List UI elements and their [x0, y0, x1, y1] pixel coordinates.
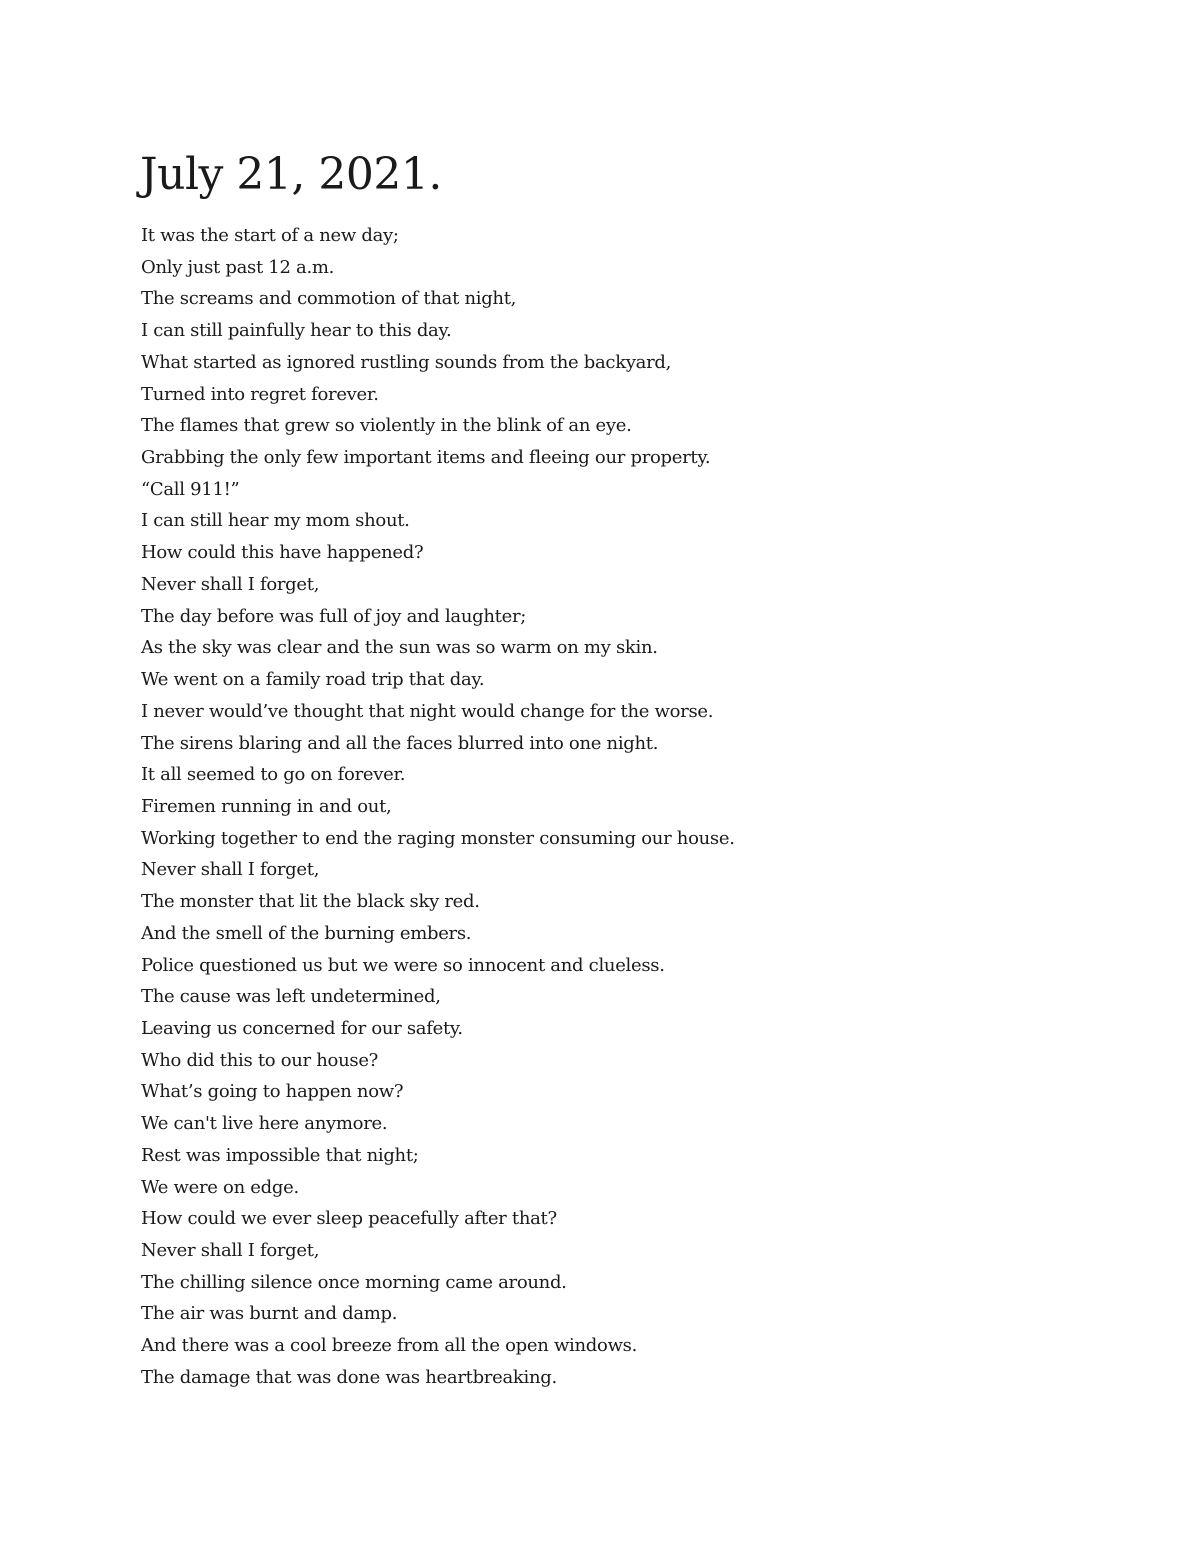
poem-line: Working together to end the raging monster consuming our house. — [141, 827, 735, 849]
poem-line: The sirens blaring and all the faces blurred into one night. — [141, 732, 659, 754]
poem-line: Never shall I forget, — [141, 1240, 320, 1261]
poem-line: And there was a cool breeze from all the open windows. — [141, 1335, 638, 1357]
poem-line: We can't live here anymore. — [141, 1113, 388, 1135]
poem-line: The cause was left undetermined, — [141, 986, 441, 1008]
poem-line: The flames that grew so violently in the blink of an eye. — [141, 415, 632, 437]
poem-title: July 21, 2021. — [140, 149, 442, 200]
poem-line: I never would’ve thought that night would change for the worse. — [141, 700, 714, 722]
poem-line: It all seemed to go on forever. — [141, 764, 406, 786]
poem-line: I can still hear my mom shout. — [141, 510, 410, 532]
poem-line: The damage that was done was heartbreaking. — [141, 1366, 557, 1388]
poem-line: Only just past 12 a.m. — [141, 256, 335, 278]
poem-line: The air was burnt and damp. — [141, 1303, 398, 1325]
poem-line: The chilling silence once morning came around. — [141, 1271, 567, 1293]
poem-line: As the sky was clear and the sun was so warm on my skin. — [141, 637, 658, 659]
poem-line: I can still painfully hear to this day. — [141, 320, 452, 342]
poem-line: We went on a family road trip that day. — [141, 669, 485, 691]
poem-line: It was the start of a new day; — [141, 225, 399, 246]
poem-line: What’s going to happen now? — [141, 1081, 404, 1103]
poem-line: How could this have happened? — [141, 542, 424, 564]
poem-line: Leaving us concerned for our safety. — [141, 1017, 463, 1039]
poem-line: Grabbing the only few important items and fleeing our property. — [141, 447, 711, 469]
poem-line: Never shall I forget, — [141, 859, 320, 881]
poem-line: Firemen running in and out, — [141, 795, 392, 817]
poem-line: Who did this to our house? — [141, 1049, 379, 1071]
poem-line: The screams and commotion of that night, — [141, 288, 517, 310]
poem-line: The day before was full of joy and laughter; — [141, 605, 527, 627]
poem-line: “Call 911!” — [141, 478, 240, 500]
poem-body — [141, 220, 735, 1394]
poem-line: Police questioned us but we were so innocent and clueless. — [141, 954, 665, 976]
poem-line: Never shall I forget, — [141, 573, 320, 595]
poem-line: Turned into regret forever. — [141, 383, 379, 405]
poem-line: The monster that lit the black sky red. — [141, 891, 480, 913]
poem-line: We were on edge. — [141, 1176, 299, 1198]
poem-line: How could we ever sleep peacefully after that? — [141, 1208, 557, 1230]
poem-line: What started as ignored rustling sounds from the backyard, — [141, 351, 672, 373]
poem-line: Rest was impossible that night; — [141, 1144, 419, 1166]
poem-line: And the smell of the burning embers. — [141, 922, 472, 944]
